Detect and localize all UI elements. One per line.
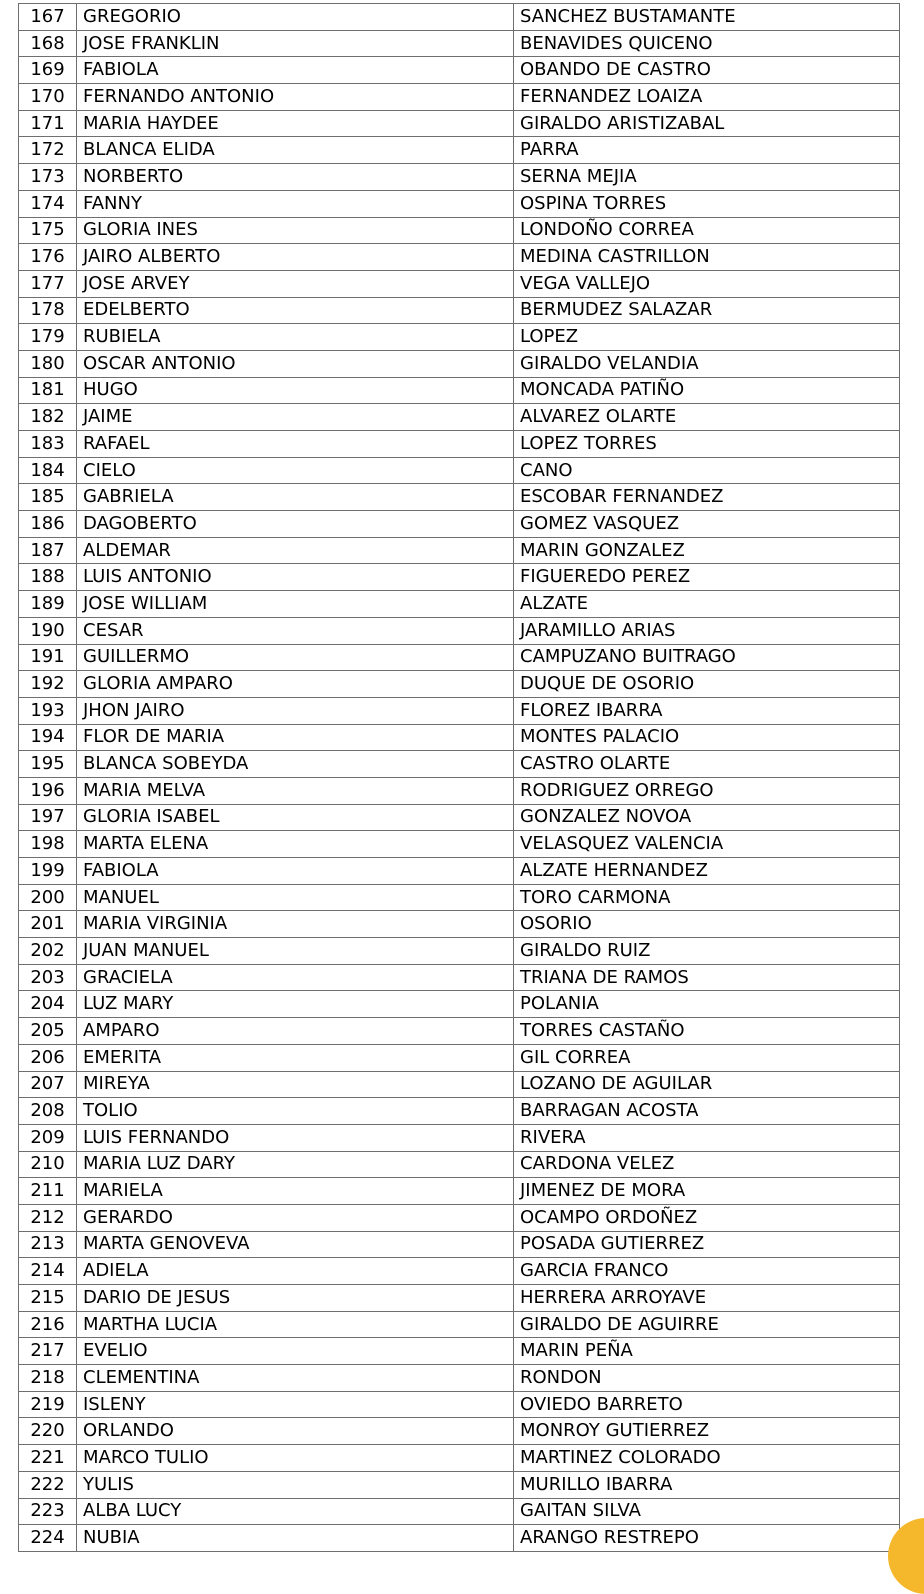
first-names-cell: LUIS ANTONIO (77, 564, 514, 591)
surnames-cell: SANCHEZ BUSTAMANTE (514, 4, 900, 31)
row-number-cell: 218 (19, 1365, 77, 1392)
surnames-cell: MARTINEZ COLORADO (514, 1445, 900, 1472)
table-row (19, 991, 900, 1018)
table-row (19, 671, 900, 698)
table-row (19, 511, 900, 538)
first-names-cell: ALBA LUCY (77, 1498, 514, 1525)
surnames-cell: GOMEZ VASQUEZ (514, 511, 900, 538)
row-number-cell: 203 (19, 964, 77, 991)
first-names-cell: JAIME (77, 404, 514, 431)
row-number-cell: 173 (19, 164, 77, 191)
surnames-cell: GAITAN SILVA (514, 1498, 900, 1525)
first-names-cell: GERARDO (77, 1204, 514, 1231)
first-names-cell: ALDEMAR (77, 537, 514, 564)
first-names-cell: YULIS (77, 1471, 514, 1498)
surnames-cell: JIMENEZ DE MORA (514, 1178, 900, 1205)
first-names-cell: JAIRO ALBERTO (77, 244, 514, 271)
table-row (19, 1018, 900, 1045)
first-names-cell: GLORIA INES (77, 217, 514, 244)
surnames-cell: CASTRO OLARTE (514, 751, 900, 778)
row-number-cell: 168 (19, 30, 77, 57)
row-number-cell: 204 (19, 991, 77, 1018)
first-names-cell: JUAN MANUEL (77, 938, 514, 965)
table-row (19, 1365, 900, 1392)
surnames-cell: GIRALDO RUIZ (514, 938, 900, 965)
first-names-cell: EMERITA (77, 1044, 514, 1071)
row-number-cell: 220 (19, 1418, 77, 1445)
table-row (19, 1044, 900, 1071)
row-number-cell: 180 (19, 350, 77, 377)
table-row (19, 644, 900, 671)
table-row (19, 964, 900, 991)
surnames-cell: FLOREZ IBARRA (514, 697, 900, 724)
row-number-cell: 185 (19, 484, 77, 511)
table-row (19, 1071, 900, 1098)
surnames-cell: OCAMPO ORDOÑEZ (514, 1204, 900, 1231)
surnames-cell: GARCIA FRANCO (514, 1258, 900, 1285)
row-number-cell: 187 (19, 537, 77, 564)
row-number-cell: 189 (19, 591, 77, 618)
first-names-cell: NORBERTO (77, 164, 514, 191)
table-row (19, 697, 900, 724)
surnames-cell: MARIN PEÑA (514, 1338, 900, 1365)
first-names-cell: CESAR (77, 617, 514, 644)
row-number-cell: 179 (19, 324, 77, 351)
first-names-cell: BLANCA ELIDA (77, 137, 514, 164)
surnames-cell: CAMPUZANO BUITRAGO (514, 644, 900, 671)
first-names-cell: LUZ MARY (77, 991, 514, 1018)
surnames-cell: MEDINA CASTRILLON (514, 244, 900, 271)
first-names-cell: HUGO (77, 377, 514, 404)
row-number-cell: 193 (19, 697, 77, 724)
table-row (19, 1418, 900, 1445)
first-names-cell: FANNY (77, 190, 514, 217)
first-names-cell: OSCAR ANTONIO (77, 350, 514, 377)
surnames-cell: TORO CARMONA (514, 884, 900, 911)
table-row (19, 1311, 900, 1338)
first-names-cell: TOLIO (77, 1098, 514, 1125)
row-number-cell: 208 (19, 1098, 77, 1125)
table-row (19, 1338, 900, 1365)
table-row (19, 884, 900, 911)
table-row (19, 244, 900, 271)
row-number-cell: 167 (19, 4, 77, 31)
table-row (19, 1498, 900, 1525)
table-row (19, 190, 900, 217)
table-row (19, 1445, 900, 1472)
surnames-cell: RODRIGUEZ ORREGO (514, 777, 900, 804)
row-number-cell: 177 (19, 270, 77, 297)
surnames-cell: ESCOBAR FERNANDEZ (514, 484, 900, 511)
surnames-cell: POSADA GUTIERREZ (514, 1231, 900, 1258)
first-names-cell: ORLANDO (77, 1418, 514, 1445)
table-row (19, 1525, 900, 1552)
surnames-cell: OSORIO (514, 911, 900, 938)
row-number-cell: 216 (19, 1311, 77, 1338)
first-names-cell: LUIS FERNANDO (77, 1124, 514, 1151)
first-names-cell: MARIA LUZ DARY (77, 1151, 514, 1178)
first-names-cell: JOSE FRANKLIN (77, 30, 514, 57)
row-number-cell: 178 (19, 297, 77, 324)
first-names-cell: MARTA GENOVEVA (77, 1231, 514, 1258)
row-number-cell: 182 (19, 404, 77, 431)
surnames-cell: SERNA MEJIA (514, 164, 900, 191)
first-names-cell: MARIA HAYDEE (77, 110, 514, 137)
surnames-cell: DUQUE DE OSORIO (514, 671, 900, 698)
surnames-cell: RONDON (514, 1365, 900, 1392)
row-number-cell: 221 (19, 1445, 77, 1472)
surnames-cell: RIVERA (514, 1124, 900, 1151)
row-number-cell: 172 (19, 137, 77, 164)
first-names-cell: AMPARO (77, 1018, 514, 1045)
surnames-cell: BARRAGAN ACOSTA (514, 1098, 900, 1125)
table-row (19, 777, 900, 804)
surnames-cell: MONCADA PATIÑO (514, 377, 900, 404)
surnames-cell: ARANGO RESTREPO (514, 1525, 900, 1552)
first-names-cell: GLORIA ISABEL (77, 804, 514, 831)
row-number-cell: 200 (19, 884, 77, 911)
row-number-cell: 206 (19, 1044, 77, 1071)
surnames-cell: MARIN GONZALEZ (514, 537, 900, 564)
surnames-cell: MONROY GUTIERREZ (514, 1418, 900, 1445)
surnames-cell: TRIANA DE RAMOS (514, 964, 900, 991)
surnames-cell: HERRERA ARROYAVE (514, 1285, 900, 1312)
table-row (19, 1178, 900, 1205)
table-row (19, 858, 900, 885)
row-number-cell: 192 (19, 671, 77, 698)
row-number-cell: 222 (19, 1471, 77, 1498)
first-names-cell: BLANCA SOBEYDA (77, 751, 514, 778)
table-row (19, 404, 900, 431)
row-number-cell: 217 (19, 1338, 77, 1365)
first-names-cell: MARCO TULIO (77, 1445, 514, 1472)
first-names-cell: MARTA ELENA (77, 831, 514, 858)
surnames-cell: CARDONA VELEZ (514, 1151, 900, 1178)
first-names-cell: FABIOLA (77, 57, 514, 84)
table-row (19, 164, 900, 191)
surnames-cell: ALZATE HERNANDEZ (514, 858, 900, 885)
table-row (19, 30, 900, 57)
surnames-cell: JARAMILLO ARIAS (514, 617, 900, 644)
row-number-cell: 190 (19, 617, 77, 644)
table-row (19, 537, 900, 564)
table-row (19, 270, 900, 297)
surnames-cell: ALVAREZ OLARTE (514, 404, 900, 431)
row-number-cell: 191 (19, 644, 77, 671)
table-row (19, 938, 900, 965)
surnames-cell: LOPEZ TORRES (514, 431, 900, 458)
row-number-cell: 174 (19, 190, 77, 217)
first-names-cell: MARTHA LUCIA (77, 1311, 514, 1338)
row-number-cell: 170 (19, 84, 77, 111)
surnames-cell: MONTES PALACIO (514, 724, 900, 751)
table-row (19, 431, 900, 458)
row-number-cell: 224 (19, 1525, 77, 1552)
row-number-cell: 207 (19, 1071, 77, 1098)
row-number-cell: 181 (19, 377, 77, 404)
surnames-cell: LOZANO DE AGUILAR (514, 1071, 900, 1098)
first-names-cell: FLOR DE MARIA (77, 724, 514, 751)
first-names-cell: EVELIO (77, 1338, 514, 1365)
row-number-cell: 211 (19, 1178, 77, 1205)
first-names-cell: CLEMENTINA (77, 1365, 514, 1392)
row-number-cell: 212 (19, 1204, 77, 1231)
surnames-cell: VELASQUEZ VALENCIA (514, 831, 900, 858)
row-number-cell: 201 (19, 911, 77, 938)
surnames-cell: OBANDO DE CASTRO (514, 57, 900, 84)
row-number-cell: 214 (19, 1258, 77, 1285)
surnames-cell: GONZALEZ NOVOA (514, 804, 900, 831)
names-table (18, 3, 900, 1552)
first-names-cell: MARIELA (77, 1178, 514, 1205)
first-names-cell: RUBIELA (77, 324, 514, 351)
row-number-cell: 184 (19, 457, 77, 484)
table-row (19, 4, 900, 31)
surnames-cell: TORRES CASTAÑO (514, 1018, 900, 1045)
row-number-cell: 215 (19, 1285, 77, 1312)
table-row (19, 1471, 900, 1498)
row-number-cell: 209 (19, 1124, 77, 1151)
table-row (19, 137, 900, 164)
row-number-cell: 210 (19, 1151, 77, 1178)
row-number-cell: 175 (19, 217, 77, 244)
first-names-cell: MARIA MELVA (77, 777, 514, 804)
table-row (19, 297, 900, 324)
surnames-cell: GIRALDO VELANDIA (514, 350, 900, 377)
surnames-cell: LONDOÑO CORREA (514, 217, 900, 244)
first-names-cell: GLORIA AMPARO (77, 671, 514, 698)
row-number-cell: 197 (19, 804, 77, 831)
first-names-cell: ADIELA (77, 1258, 514, 1285)
table-row (19, 377, 900, 404)
surnames-cell: BERMUDEZ SALAZAR (514, 297, 900, 324)
surnames-cell: CANO (514, 457, 900, 484)
surnames-cell: VEGA VALLEJO (514, 270, 900, 297)
table-row (19, 1151, 900, 1178)
table-row (19, 724, 900, 751)
first-names-cell: GRACIELA (77, 964, 514, 991)
surnames-cell: OVIEDO BARRETO (514, 1391, 900, 1418)
row-number-cell: 198 (19, 831, 77, 858)
first-names-cell: DAGOBERTO (77, 511, 514, 538)
first-names-cell: MIREYA (77, 1071, 514, 1098)
first-names-cell: ISLENY (77, 1391, 514, 1418)
surnames-cell: GIL CORREA (514, 1044, 900, 1071)
surnames-cell: FERNANDEZ LOAIZA (514, 84, 900, 111)
first-names-cell: GUILLERMO (77, 644, 514, 671)
first-names-cell: GABRIELA (77, 484, 514, 511)
table-row (19, 1231, 900, 1258)
surnames-cell: PARRA (514, 137, 900, 164)
table-row (19, 617, 900, 644)
first-names-cell: JHON JAIRO (77, 697, 514, 724)
table-row (19, 1098, 900, 1125)
table-row (19, 350, 900, 377)
first-names-cell: FERNANDO ANTONIO (77, 84, 514, 111)
row-number-cell: 186 (19, 511, 77, 538)
first-names-cell: FABIOLA (77, 858, 514, 885)
table-row (19, 911, 900, 938)
surnames-cell: GIRALDO DE AGUIRRE (514, 1311, 900, 1338)
first-names-cell: MARIA VIRGINIA (77, 911, 514, 938)
row-number-cell: 205 (19, 1018, 77, 1045)
table-row (19, 324, 900, 351)
first-names-cell: EDELBERTO (77, 297, 514, 324)
row-number-cell: 171 (19, 110, 77, 137)
names-table-body (19, 4, 900, 1552)
row-number-cell: 169 (19, 57, 77, 84)
row-number-cell: 196 (19, 777, 77, 804)
table-row (19, 1124, 900, 1151)
row-number-cell: 195 (19, 751, 77, 778)
row-number-cell: 213 (19, 1231, 77, 1258)
surnames-cell: OSPINA TORRES (514, 190, 900, 217)
row-number-cell: 194 (19, 724, 77, 751)
table-row (19, 217, 900, 244)
table-row (19, 1258, 900, 1285)
first-names-cell: CIELO (77, 457, 514, 484)
table-row (19, 457, 900, 484)
first-names-cell: NUBIA (77, 1525, 514, 1552)
table-row (19, 110, 900, 137)
row-number-cell: 188 (19, 564, 77, 591)
first-names-cell: MANUEL (77, 884, 514, 911)
row-number-cell: 223 (19, 1498, 77, 1525)
first-names-cell: RAFAEL (77, 431, 514, 458)
table-row (19, 751, 900, 778)
surnames-cell: POLANIA (514, 991, 900, 1018)
row-number-cell: 199 (19, 858, 77, 885)
first-names-cell: DARIO DE JESUS (77, 1285, 514, 1312)
surnames-cell: LOPEZ (514, 324, 900, 351)
table-row (19, 804, 900, 831)
surnames-cell: MURILLO IBARRA (514, 1471, 900, 1498)
table-row (19, 1391, 900, 1418)
row-number-cell: 183 (19, 431, 77, 458)
table-row (19, 84, 900, 111)
surnames-cell: ALZATE (514, 591, 900, 618)
row-number-cell: 202 (19, 938, 77, 965)
surnames-cell: GIRALDO ARISTIZABAL (514, 110, 900, 137)
table-row (19, 831, 900, 858)
table-row (19, 57, 900, 84)
table-row (19, 1204, 900, 1231)
first-names-cell: JOSE WILLIAM (77, 591, 514, 618)
surnames-cell: BENAVIDES QUICENO (514, 30, 900, 57)
first-names-cell: GREGORIO (77, 4, 514, 31)
row-number-cell: 176 (19, 244, 77, 271)
table-row (19, 564, 900, 591)
surnames-cell: FIGUEREDO PEREZ (514, 564, 900, 591)
table-row (19, 1285, 900, 1312)
row-number-cell: 219 (19, 1391, 77, 1418)
first-names-cell: JOSE ARVEY (77, 270, 514, 297)
table-row (19, 591, 900, 618)
table-row (19, 484, 900, 511)
